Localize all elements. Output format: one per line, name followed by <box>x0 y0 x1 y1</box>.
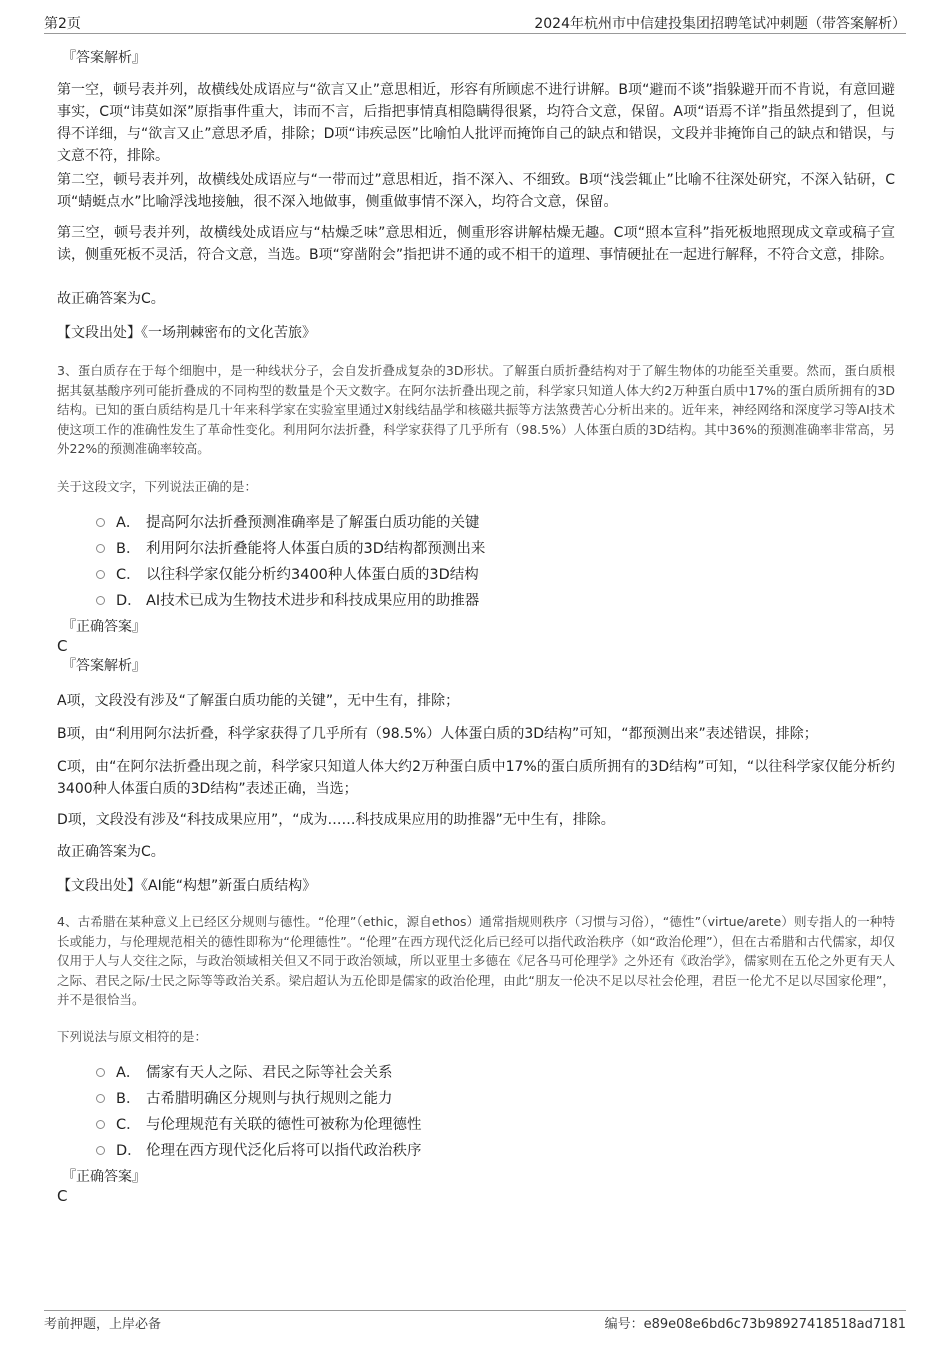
q4-answer: C <box>57 1187 68 1205</box>
q3-option-d[interactable] <box>96 588 856 610</box>
footer-divider <box>44 1310 906 1311</box>
q4-option-b[interactable] <box>96 1086 856 1108</box>
option-text: 利用阿尔法折叠能将人体蛋白质的3D结构都预测出来 <box>146 540 486 557</box>
q4-option-a[interactable] <box>96 1060 856 1082</box>
q4-option-d[interactable] <box>96 1138 856 1160</box>
option-text: 伦理在西方现代泛化后将可以指代政治秩序 <box>146 1142 422 1159</box>
q3-option-b[interactable] <box>96 536 856 558</box>
q2-analysis-paragraph: 第二空，顿号表并列，故横线处成语应与“一带而过”意思相近，指不深入、不细致。B项“浅尝辄止”比喻不往深处研究，不深入钻研，C项“蜻蜓点水”比喻浮浅地接触，很不深入地做事，侧重做事情不深入，均符合文意，保留。 <box>57 172 895 210</box>
option-text: 以往科学家仅能分析约3400种人体蛋白质的3D结构 <box>146 566 479 583</box>
document-id: 编号：e89e08e6bd6c73b98927418518ad7181 <box>604 1317 906 1332</box>
radio-icon[interactable] <box>96 1068 105 1077</box>
page-number: 第2页 <box>44 16 81 32</box>
option-key: B． <box>116 540 141 557</box>
q3-option-a[interactable] <box>96 510 856 532</box>
q3-source: 【文段出处】《AI能“构想”新蛋白质结构》 <box>57 878 317 894</box>
option-text: 提高阿尔法折叠预测准确率是了解蛋白质功能的关键 <box>146 514 480 531</box>
option-text: AI技术已成为生物技术进步和科技成果应用的助推器 <box>146 592 480 609</box>
q2-conclusion: 故正确答案为C。 <box>57 291 165 307</box>
q3-stem: 3、蛋白质存在于每个细胞中，是一种线状分子，会自发折叠成复杂的3D形状。了解蛋白质折叠结构对于了解生物体的功能至关重要。然而，蛋白质根据其氨基酸序列可能折叠成的不同构型的数量是个天文数字。在阿尔法折叠出现之前，科学家只知道人体大约2万种蛋白质中17%的蛋白质所拥有的3D结构。已知的蛋白质结构是几十年来科学家在实验室里通过X射线结晶学和核磁共振等方法煞费苦心分析出来的。近年来，神经网络和深度学习等AI技术使这项工作的准确性发生了革命性变化。利用阿尔法折叠，科学家获得了几乎所有（98.5%）人体蛋白质的3D结构。其中36%的预测准确率非常高，另外22%的预测准确率较高。 <box>57 363 895 456</box>
q4-stem: 4、古希腊在某种意义上已经区分规则与德性。“伦理”（ethic，源自ethos）通常指规则秩序（习惯与习俗），“德性”（virtue/arete）则专指人的一种特长或能力，与伦理规范相关的德性即称为“伦理德性”。“伦理”在西方现代泛化后已经可以指代政治秩序（如“政治伦理”），但在古希腊和古代儒家，却仅仅用于人与人交往之际，与政治领域相关但又不同于政治领域，所以亚里士多德在《尼各马可伦理学》之外还有《政治学》，儒家则在五伦之外更有天人之际、君民之际/士民之际等等政治关系。梁启超认为五伦即是儒家的政治伦理，由此“朋友一伦决不足以尽社会伦理，君臣一伦尤不足以尽国家伦理”，并不是很恰当。 <box>57 914 895 1007</box>
header-divider <box>44 33 906 34</box>
q2-analysis-label: 『答案解析』 <box>62 50 146 66</box>
q4-option-c[interactable] <box>96 1112 856 1134</box>
q3-answer-label: 『正确答案』 <box>62 619 146 635</box>
q3-option-c[interactable] <box>96 562 856 584</box>
document-title: 2024年杭州市中信建投集团招聘笔试冲刺题（带答案解析） <box>534 16 906 32</box>
q3-analysis-item: C项，由“在阿尔法折叠出现之前，科学家只知道人体大约2万种蛋白质中17%的蛋白质所拥有的3D结构”可知，“以往科学家仅能分析约3400种人体蛋白质的3D结构”表述正确，当选； <box>57 759 895 797</box>
q4-answer-label: 『正确答案』 <box>62 1169 146 1185</box>
q2-source: 【文段出处】《一场荆棘密布的文化苦旅》 <box>57 325 316 341</box>
option-text: 儒家有天人之际、君民之际等社会关系 <box>146 1064 393 1081</box>
option-text: 与伦理规范有关联的德性可被称为伦理德性 <box>146 1116 422 1133</box>
radio-icon[interactable] <box>96 1146 105 1155</box>
q3-analysis-label: 『答案解析』 <box>62 658 146 674</box>
q3-analysis-item: D项，文段没有涉及“科技成果应用”，“成为……科技成果应用的助推器”无中生有，排除。 <box>57 812 615 828</box>
q3-answer: C <box>57 637 68 655</box>
option-key: B． <box>116 1090 141 1107</box>
radio-icon[interactable] <box>96 596 105 605</box>
q4-prompt: 下列说法与原文相符的是： <box>57 1029 208 1044</box>
radio-icon[interactable] <box>96 1120 105 1129</box>
q3-conclusion: 故正确答案为C。 <box>57 844 165 860</box>
option-key: A． <box>116 514 141 531</box>
footer-slogan: 考前押题，上岸必备 <box>44 1317 162 1332</box>
q3-analysis-item: B项，由“利用阿尔法折叠，科学家获得了几乎所有（98.5%）人体蛋白质的3D结构”可知，“都预测出来”表述错误，排除； <box>57 726 818 742</box>
option-key: D． <box>116 1142 142 1159</box>
option-key: C． <box>116 1116 141 1133</box>
radio-icon[interactable] <box>96 518 105 527</box>
option-key: C． <box>116 566 141 583</box>
q3-analysis-item: A项，文段没有涉及“了解蛋白质功能的关键”，无中生有，排除； <box>57 693 460 709</box>
q2-analysis-paragraph: 第三空，顿号表并列，故横线处成语应与“枯燥乏味”意思相近，侧重形容讲解枯燥无趣。C项“照本宣科”指死板地照现成文章或稿子宣读，侧重死板不灵活，符合文意，当选。B项“穿凿附会”指把讲不通的或不相干的道理、事情硬扯在一起进行解释，不符合文意，排除。 <box>57 225 895 263</box>
option-text: 古希腊明确区分规则与执行规则之能力 <box>146 1090 393 1107</box>
radio-icon[interactable] <box>96 1094 105 1103</box>
radio-icon[interactable] <box>96 544 105 553</box>
option-key: D． <box>116 592 142 609</box>
q3-prompt: 关于这段文字，下列说法正确的是： <box>57 479 258 494</box>
option-key: A． <box>116 1064 141 1081</box>
radio-icon[interactable] <box>96 570 105 579</box>
q2-analysis-paragraph: 第一空，顿号表并列，故横线处成语应与“欲言又止”意思相近，形容有所顾虑不进行讲解。B项“避而不谈”指躲避开而不肯说，有意回避事实，C项“讳莫如深”原指事件重大，讳而不言，后指把事情真相隐瞒得很紧，均符合文意，保留。A项“语焉不详”指虽然提到了，但说得不详细，与“欲言又止”意思矛盾，排除；D项“讳疾忌医”比喻怕人批评而掩饰自己的缺点和错误，文段并非掩饰自己的缺点和错误，与文意不符，排除。 <box>57 82 895 164</box>
